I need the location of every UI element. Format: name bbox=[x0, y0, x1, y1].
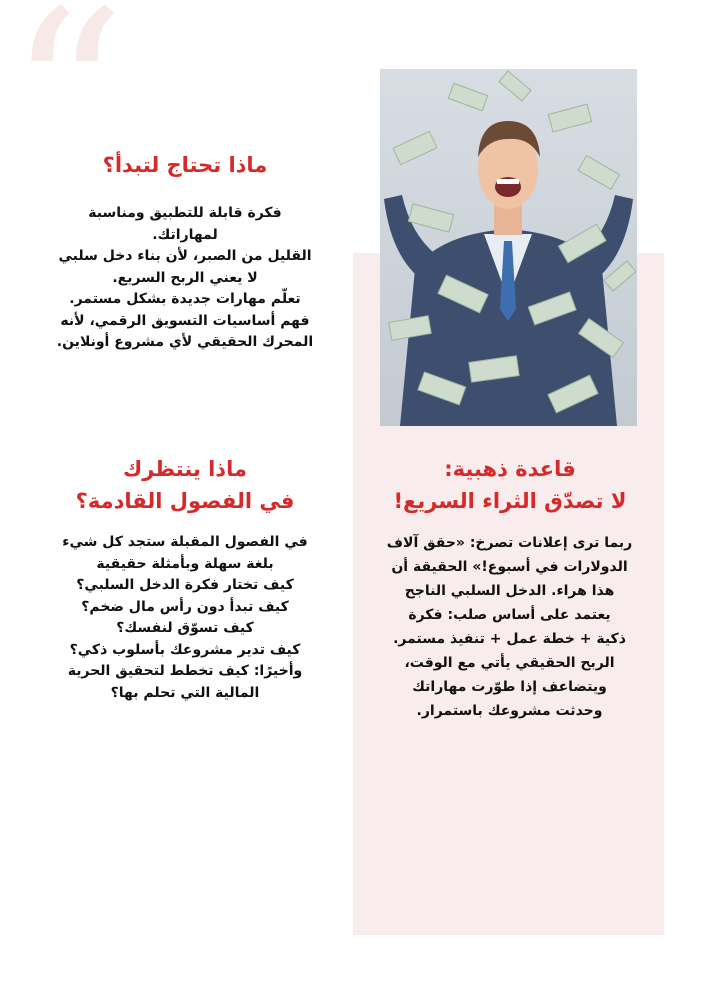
body-line: ذكية + خطة عمل + تنفيذ مستمر. bbox=[393, 631, 626, 647]
body-line: يعتمد على أساس صلب: فكرة bbox=[408, 607, 611, 623]
golden-rule-body bbox=[357, 531, 662, 723]
body-line: كيف تبدأ دون رأس مال ضخم؟ bbox=[81, 598, 289, 615]
body-line: بلغة سهلة وبأمثلة حقيقية bbox=[96, 555, 274, 572]
body-line: الربح الحقيقي يأتي مع الوقت، bbox=[404, 655, 615, 671]
body-line: ويتضاعف إذا طوّرت مهاراتك bbox=[412, 679, 607, 695]
section-start-title: ماذا تحتاج لتبدأ؟ bbox=[102, 153, 268, 177]
body-line: تعلّم مهارات جديدة بشكل مستمر. bbox=[69, 291, 301, 307]
section-next-title bbox=[40, 453, 330, 517]
body-line: لمهاراتك. bbox=[152, 226, 218, 243]
body-line: المالية التي تحلم بها؟ bbox=[110, 684, 260, 701]
photo-illustration bbox=[380, 69, 637, 426]
body-line: هذا هراء. الدخل السلبي الناجح bbox=[404, 583, 615, 599]
body-line: لا يعني الربح السريع. bbox=[112, 269, 258, 286]
decorative-quote-mark: “ bbox=[8, 0, 126, 230]
body-line: القليل من الصبر، لأن بناء دخل سلبي bbox=[58, 248, 312, 264]
body-line: فهم أساسيات التسويق الرقمي، لأنه bbox=[60, 312, 310, 329]
body-line: في الفصول المقبلة ستجد كل شيء bbox=[62, 534, 308, 550]
section-start-body bbox=[20, 203, 350, 354]
body-line: وأخيرًا: كيف تخطط لتحقيق الحرية bbox=[67, 663, 303, 679]
money-photo bbox=[380, 69, 637, 426]
body-line: فكرة قابلة للتطبيق ومناسبة bbox=[88, 205, 282, 221]
title-line: في الفصول القادمة؟ bbox=[75, 489, 295, 513]
golden-rule-title bbox=[360, 453, 660, 517]
body-line: المحرك الحقيقي لأي مشروع أونلاين. bbox=[56, 334, 314, 350]
section-next-body bbox=[20, 532, 350, 704]
title-line: لا تصدّق الثراء السريع! bbox=[393, 489, 627, 513]
body-line: كيف تسوّق لنفسك؟ bbox=[116, 620, 254, 636]
body-line: وحدثت مشروعك باستمرار. bbox=[416, 703, 603, 719]
body-line: كيف تدير مشروعك بأسلوب ذكي؟ bbox=[69, 641, 301, 658]
title-line: قاعدة ذهبية: bbox=[444, 457, 576, 481]
title-line: ماذا ينتظرك bbox=[123, 457, 247, 481]
body-line: كيف تختار فكرة الدخل السلبي؟ bbox=[76, 577, 294, 593]
body-line: الدولارات في أسبوع!» الحقيقة أن bbox=[391, 559, 628, 575]
body-line: ربما ترى إعلانات تصرخ: «حقق آلاف bbox=[386, 535, 633, 551]
